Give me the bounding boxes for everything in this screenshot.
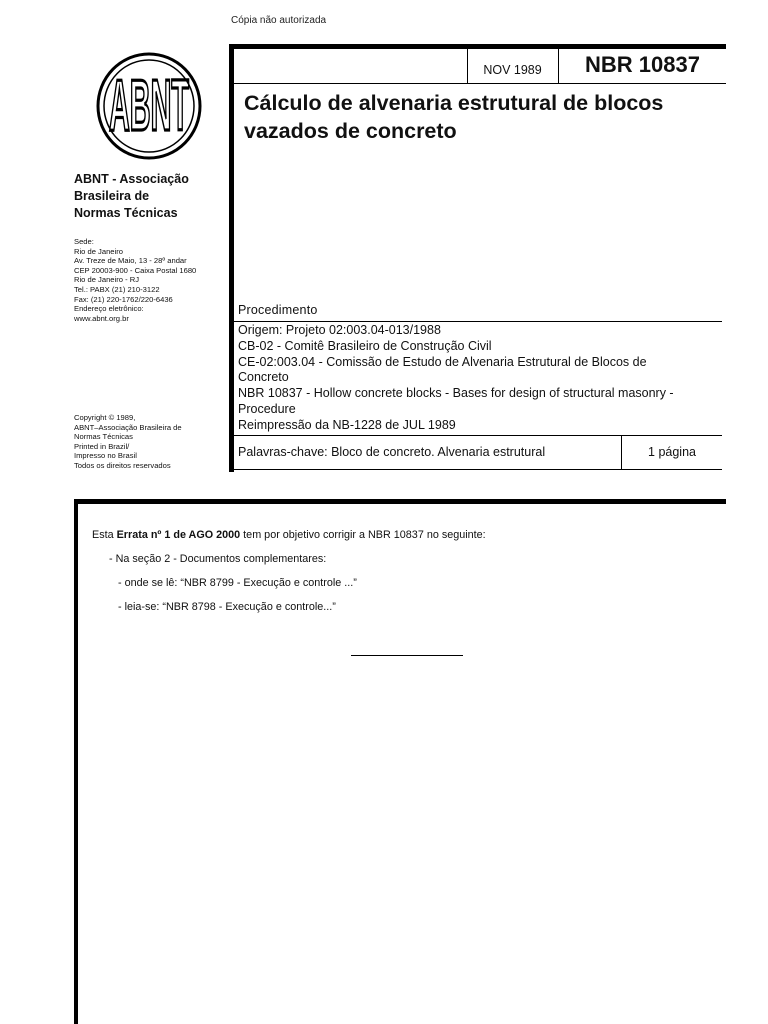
address-line: CEP 20003-900 - Caixa Postal 1680 bbox=[74, 265, 197, 275]
errata-read-as: - leia-se: “NBR 8798 - Execução e controle...” bbox=[118, 601, 336, 613]
errata-section: - Na seção 2 - Documentos complementares: bbox=[109, 553, 327, 565]
header-divider bbox=[234, 321, 722, 322]
header-divider bbox=[234, 435, 722, 436]
address-line: Fax: (21) 220-1762/220-6436 bbox=[74, 294, 173, 304]
errata-identifier: Errata nº 1 de AGO 2000 bbox=[116, 529, 241, 541]
publication-date: NOV 1989 bbox=[483, 63, 542, 77]
organization-name bbox=[74, 171, 224, 222]
copyright-notice bbox=[74, 413, 224, 471]
origin-line: CB-02 - Comitê Brasileiro de Construção Civil bbox=[238, 338, 492, 353]
origin-line: NBR 10837 - Hollow concrete blocks - Bases for design of structural masonry - bbox=[238, 386, 674, 401]
standard-number: NBR 10837 bbox=[585, 52, 700, 77]
watermark-text: Cópia não autorizada bbox=[231, 15, 327, 26]
document-type: Procedimento bbox=[238, 303, 318, 317]
errata-intro bbox=[92, 529, 486, 541]
errata-where-reads: - onde se lê: “NBR 8799 - Execução e controle ...” bbox=[118, 577, 357, 589]
page-count: 1 página bbox=[648, 445, 696, 459]
origin-line: Origem: Projeto 02:003.04-013/1988 bbox=[238, 323, 441, 337]
address-line: Rio de Janeiro - RJ bbox=[74, 275, 139, 285]
copyright-line: ABNT–Associação Brasileira de bbox=[74, 422, 182, 432]
address-line: Av. Treze de Maio, 13 - 28º andar bbox=[74, 256, 187, 266]
origin-line: Reimpressão da NB-1228 de JUL 1989 bbox=[238, 417, 456, 432]
errata-intro-prefix: Esta bbox=[92, 529, 117, 541]
copyright-line: Impresso no Brasil bbox=[74, 451, 137, 461]
keywords: Palavras-chave: Bloco de concreto. Alvenaria estrutural bbox=[238, 445, 546, 459]
address-line: Rio de Janeiro bbox=[74, 246, 123, 256]
address-line: Endereço eletrônico: bbox=[74, 304, 144, 314]
origin-line: CE-02:003.04 - Comissão de Estudo de Alvenaria Estrutural de Blocos de bbox=[238, 354, 647, 369]
website-line: www.abnt.org.br bbox=[74, 313, 129, 323]
errata-frame-top-border bbox=[74, 499, 726, 504]
header-divider bbox=[234, 83, 726, 84]
org-name-line: Normas Técnicas bbox=[74, 206, 178, 220]
abnt-logo bbox=[94, 50, 204, 162]
copyright-line: Copyright © 1989, bbox=[74, 413, 136, 422]
copyright-line: Normas Técnicas bbox=[74, 432, 133, 442]
header-frame-left-border bbox=[229, 44, 234, 472]
header-divider bbox=[234, 469, 722, 470]
errata-intro-suffix: tem por objetivo corrigir a NBR 10837 no seguinte: bbox=[240, 529, 486, 541]
copyright-line: Printed in Brazil/ bbox=[74, 441, 130, 451]
errata-frame-left-border bbox=[74, 499, 78, 1024]
logo-lettering: ABNT bbox=[109, 64, 189, 146]
copyright-line: Todos os direitos reservados bbox=[74, 460, 171, 470]
address-line: Sede: bbox=[74, 237, 94, 246]
errata-end-rule bbox=[351, 655, 463, 656]
document-title: Cálculo de alvenaria estrutural de blocos vazados de concreto bbox=[244, 91, 664, 143]
organization-address bbox=[74, 237, 224, 323]
org-name-line: Brasileira de bbox=[74, 189, 150, 203]
origin-block bbox=[238, 323, 722, 434]
header-frame-top-border bbox=[229, 44, 726, 49]
address-line: Tel.: PABX (21) 210-3122 bbox=[74, 284, 160, 294]
origin-line: Concreto bbox=[238, 370, 289, 385]
origin-line: Procedure bbox=[238, 401, 296, 416]
org-name-line: ABNT - Associação bbox=[74, 172, 189, 186]
